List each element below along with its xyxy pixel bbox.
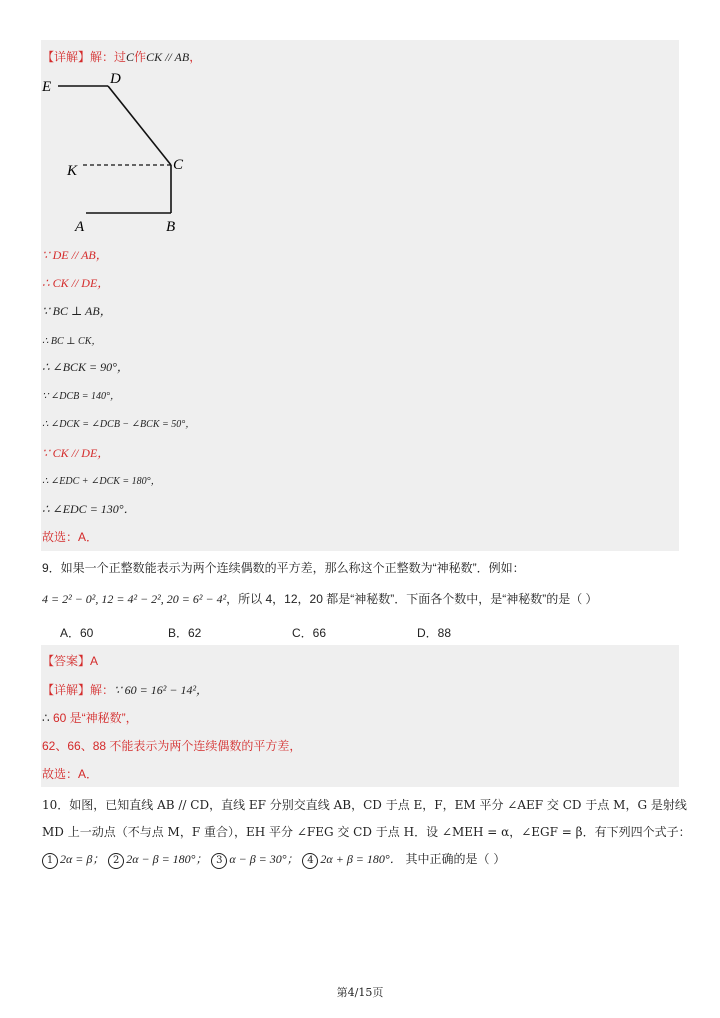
mark-1: 1 <box>42 853 58 869</box>
segment-DC <box>108 86 171 165</box>
step: ∵ CK // DE， <box>42 446 110 460</box>
option-b[interactable]: B．62 <box>168 626 202 640</box>
step: ∴ BC ⊥ CK， <box>42 336 102 347</box>
intro-end: ， <box>189 50 202 64</box>
step: ∴ CK // DE， <box>42 276 110 290</box>
formula-1: 2α = β； <box>60 852 105 866</box>
option-c[interactable]: C．66 <box>292 626 327 640</box>
step: ∵ BC ⊥ AB， <box>42 304 112 318</box>
point-c: C <box>126 50 135 64</box>
solution2-choice: 故选：A． <box>42 767 99 781</box>
q10-line2: MD 上一动点（不与点 M，F 重合），EH 平分 ∠FEG 交 CD 于点 H．设 ∠MEH = α，∠EGF = β．有下列四个式子： <box>42 825 691 839</box>
solution2-step2: 62、66、88 不能表示为两个连续偶数的平方差， <box>42 739 302 753</box>
mark-4: 4 <box>302 853 318 869</box>
label-K: K <box>67 163 78 179</box>
detail-prefix: 解： <box>90 683 115 697</box>
option-a[interactable]: A．60 <box>60 626 94 640</box>
q9-line2-suffix: ，所以 4，12，20 都是“神秘数”．下面各个数中，是“神秘数”的是（ ） <box>226 592 598 606</box>
intro-prefix: 解：过 <box>90 50 127 64</box>
solution2-detail <box>42 681 208 698</box>
solution1-choice: 故选：A． <box>42 530 99 544</box>
formula-2: 2α − β = 180°； <box>126 852 208 866</box>
label-C: C <box>173 157 184 173</box>
q9-line2 <box>42 590 598 607</box>
step: ∴ ∠EDC + ∠DCK = 180°， <box>42 476 161 487</box>
therefore-symbol: ∴ <box>42 711 50 725</box>
step: ∴ ∠DCK = ∠DCB − ∠BCK = 50°， <box>42 419 196 430</box>
q10-ask: 其中正确的是（ ） <box>405 852 506 866</box>
label-D: D <box>110 71 121 87</box>
mark-2: 2 <box>108 853 124 869</box>
formula-4: 2α + β = 180°． <box>320 852 402 866</box>
step: ∵ DE // AB， <box>42 248 108 262</box>
detail-equation: ∵ 60 = 16² − 14²， <box>114 683 209 697</box>
formula-3: α − β = 30°； <box>229 852 299 866</box>
answer-tag: 【答案】 <box>42 654 91 668</box>
step1-text: 60 是“神秘数”， <box>49 711 138 725</box>
page-number: 第4/15页 <box>336 986 384 999</box>
label-E: E <box>42 79 52 95</box>
construct-text: CK // AB <box>146 50 190 64</box>
q10-line3 <box>42 850 505 869</box>
step: ∵ ∠DCB = 140°， <box>42 391 120 402</box>
option-d[interactable]: D．88 <box>417 626 452 640</box>
answer-line <box>42 652 98 669</box>
geometry-figure <box>38 66 208 241</box>
step: ∴ ∠BCK = 90°， <box>42 360 129 374</box>
solution2-step1 <box>42 709 138 726</box>
label-B: B <box>166 219 176 235</box>
q9-stem: 9．如果一个正整数能表示为两个连续偶数的平方差，那么称这个正整数为“神秘数”．例如： <box>42 561 525 575</box>
intro-mid: 作 <box>134 50 147 64</box>
answer-value: A <box>90 654 99 668</box>
solution1-intro <box>42 48 201 65</box>
step: ∴ ∠EDC = 130°． <box>42 502 136 516</box>
detail-tag: 【详解】 <box>42 683 91 697</box>
detail-tag: 【详解】 <box>42 50 91 64</box>
mark-3: 3 <box>211 853 227 869</box>
q9-equations: 4 = 2² − 0², 12 = 4² − 2², 20 = 6² − 4² <box>42 592 227 606</box>
q10-line1: 10．如图，已知直线 AB // CD，直线 EF 分别交直线 AB，CD 于点 E，F，EM 平分 ∠AEF 交 CD 于点 M，G 是射线 <box>42 798 687 812</box>
label-A: A <box>75 219 85 235</box>
